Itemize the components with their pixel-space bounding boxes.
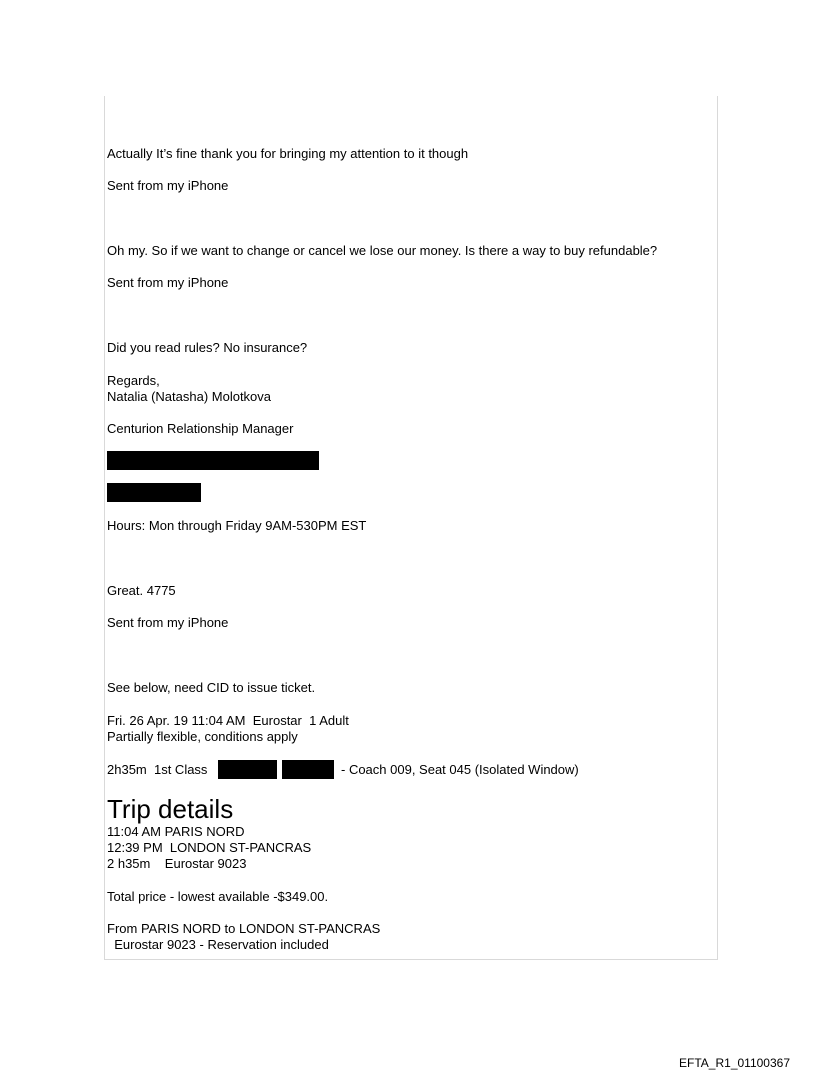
redaction-block <box>107 483 201 502</box>
message-signature: Sent from my iPhone <box>107 275 229 290</box>
message-signature: Sent from my iPhone <box>107 178 229 193</box>
booking-details: Fri. 26 Apr. 19 11:04 AM Eurostar 1 Adult <box>107 713 349 728</box>
redaction-block <box>218 760 277 779</box>
redaction-block <box>107 451 319 470</box>
class-prefix: 2h35m 1st Class <box>107 762 208 777</box>
message-text: Did you read rules? No insurance? <box>107 340 308 355</box>
signature-regards: Regards, <box>107 373 160 388</box>
document-id: EFTA_R1_01100367 <box>679 1056 790 1070</box>
class-seat-row <box>107 762 579 778</box>
message-text: Oh my. So if we want to change or cancel we lose our money. Is there a way to buy refundable? <box>107 243 658 258</box>
trip-duration: 2 h35m Eurostar 9023 <box>107 856 247 871</box>
trip-departure: 11:04 AM PARIS NORD <box>107 824 245 839</box>
signature-hours: Hours: Mon through Friday 9AM-530PM EST <box>107 518 367 533</box>
signature-name: Natalia (Natasha) Molotkova <box>107 389 272 404</box>
signature-title: Centurion Relationship Manager <box>107 421 294 436</box>
message-text: Great. 4775 <box>107 583 176 598</box>
message-signature: Sent from my iPhone <box>107 615 229 630</box>
route-line: From PARIS NORD to LONDON ST-PANCRAS <box>107 921 381 936</box>
booking-conditions: Partially flexible, conditions apply <box>107 729 298 744</box>
message-text: See below, need CID to issue ticket. <box>107 680 316 695</box>
route-train: Eurostar 9023 - Reservation included <box>107 937 329 952</box>
redaction-block <box>282 760 334 779</box>
message-text: Actually It’s fine thank you for bringing my attention to it though <box>107 146 469 161</box>
total-price: Total price - lowest available -$349.00. <box>107 889 329 904</box>
trip-details-heading: Trip details <box>107 794 234 824</box>
trip-arrival: 12:39 PM LONDON ST-PANCRAS <box>107 840 312 855</box>
class-suffix: - Coach 009, Seat 045 (Isolated Window) <box>341 762 579 777</box>
